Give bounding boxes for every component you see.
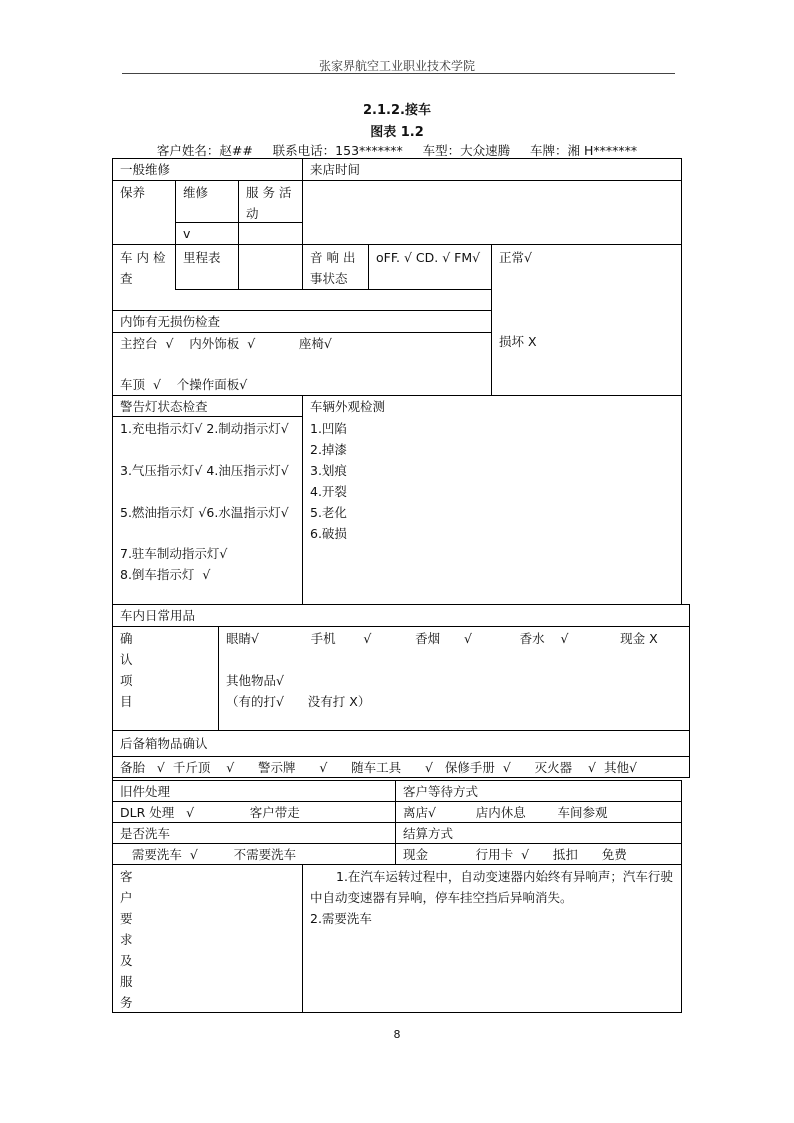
table-border <box>112 730 690 731</box>
requirement-text-1: 1.在汽车运转过程中，自动变速器内始终有异响声；汽车行驶中自动变速器有异响，停车挂空挡后异响消失。 <box>310 869 673 905</box>
car-wash-title: 是否洗车 <box>120 826 171 841</box>
table-border <box>302 158 303 290</box>
exterior-item: 2.掉漆 <box>310 442 347 457</box>
confirm-label-char: 目 <box>120 694 133 709</box>
warning-item: 3.气压指示灯√ 4.油压指示灯√ <box>120 463 289 478</box>
table-border <box>112 180 682 181</box>
waiting-method-title: 客户等待方式 <box>403 784 479 799</box>
exterior-item: 5.老化 <box>310 505 347 520</box>
audio-status-label: 音 响 出 事状态 <box>310 250 356 286</box>
table-border <box>368 244 369 290</box>
service-activity-label: 服 务 活 动 <box>246 185 292 221</box>
trunk-items: 备胎 √ 千斤顶 √ 警示牌 √ 随车工具 √ 保修手册 √ 灭火器 √ 其他√ <box>120 760 637 775</box>
trim-items-row-1: 主控台 √ 内外饰板 √ 座椅√ <box>120 336 332 351</box>
old-parts-title: 旧件处理 <box>120 784 171 799</box>
table-border <box>112 1012 682 1013</box>
trim-check-title: 内饰有无损伤检查 <box>120 314 221 329</box>
table-border <box>302 864 303 1013</box>
table-border <box>112 780 682 781</box>
confirm-label-char: 确 <box>120 631 133 646</box>
warning-item: 8.倒车指示灯 √ <box>120 567 211 582</box>
exterior-item: 1.凹陷 <box>310 421 347 436</box>
interior-check-label: 车 内 检 查 <box>120 250 166 286</box>
table-caption: 图表 1.2 <box>370 125 424 140</box>
odometer-label: 里程表 <box>183 250 221 265</box>
exterior-item: 6.破损 <box>310 526 347 541</box>
daily-items-title: 车内日常用品 <box>120 608 196 623</box>
table-border <box>112 626 690 627</box>
table-border <box>112 158 682 159</box>
settlement-title: 结算方式 <box>403 826 454 841</box>
settlement-options: 现金 行用卡 √ 抵扣 免费 <box>403 847 627 862</box>
status-normal: 正常√ <box>499 250 532 265</box>
exterior-item: 3.划痕 <box>310 463 347 478</box>
table-border <box>175 289 491 290</box>
trunk-items-title: 后备箱物品确认 <box>120 736 208 751</box>
header-rule <box>122 73 675 74</box>
table-border <box>175 180 176 290</box>
warning-item: 1.充电指示灯√ 2.制动指示灯√ <box>120 421 289 436</box>
maintenance-label: 保养 <box>120 185 146 200</box>
requirements-label-char: 户 <box>120 890 133 905</box>
section-title: 2.1.2.接车 <box>363 103 431 118</box>
repair-label: 维修 <box>183 185 209 200</box>
exterior-inspection-title: 车辆外观检测 <box>310 399 386 414</box>
daily-items-row-2: 其他物品√ <box>226 673 284 688</box>
table-border <box>395 780 396 865</box>
requirements-label-char: 客 <box>120 869 133 884</box>
requirements-label-char: 务 <box>120 995 133 1010</box>
requirements-label-char: 求 <box>120 932 133 947</box>
table-border <box>218 626 219 731</box>
audio-options: oFF. √ CD. √ FM√ <box>376 250 481 265</box>
exterior-item: 4.开裂 <box>310 484 347 499</box>
waiting-options: 离店√ 店内休息 车间参观 <box>403 805 608 820</box>
table-border <box>681 780 682 1013</box>
table-border <box>681 158 682 605</box>
status-damaged: 损坏 X <box>499 334 537 349</box>
car-wash-options: 需要洗车 √ 不需要洗车 <box>120 847 297 862</box>
warning-item: 7.驻车制动指示灯√ <box>120 546 228 561</box>
confirm-label-char: 认 <box>120 652 133 667</box>
page-number: 8 <box>393 1028 401 1041</box>
repair-check: v <box>183 226 191 241</box>
confirm-label-char: 项 <box>120 673 133 688</box>
document-header: 张家界航空工业职业技术学院 <box>318 59 475 73</box>
warning-lights-title: 警告灯状态检查 <box>120 399 208 414</box>
warning-item: 5.燃油指示灯 √6.水温指示灯√ <box>120 505 289 520</box>
dlr-options: DLR 处理 √ 客户带走 <box>120 805 300 820</box>
requirements-label-char: 服 <box>120 974 133 989</box>
general-repair-label: 一般维修 <box>120 162 171 177</box>
table-border <box>491 244 492 396</box>
requirement-text-2: 2.需要洗车 <box>310 911 372 926</box>
arrival-time-label: 来店时间 <box>310 162 361 177</box>
table-border <box>112 244 682 245</box>
table-border <box>112 158 113 1013</box>
table-border <box>112 604 690 605</box>
table-border <box>302 395 303 605</box>
trim-items-row-2: 车顶 √ 个操作面板√ <box>120 377 248 392</box>
daily-items-row-1: 眼睛√ 手机 √ 香烟 √ 香水 √ 现金 X <box>226 631 658 646</box>
requirements-label-char: 要 <box>120 911 133 926</box>
table-border <box>689 604 690 778</box>
table-border <box>238 180 239 290</box>
daily-items-row-3: （有的打√ 没有打 X） <box>226 694 371 709</box>
requirements-label-char: 及 <box>120 953 133 968</box>
customer-info-line: 客户姓名：赵## 联系电话：153******* 车型：大众速腾 车牌：湘 H******* <box>156 143 638 158</box>
